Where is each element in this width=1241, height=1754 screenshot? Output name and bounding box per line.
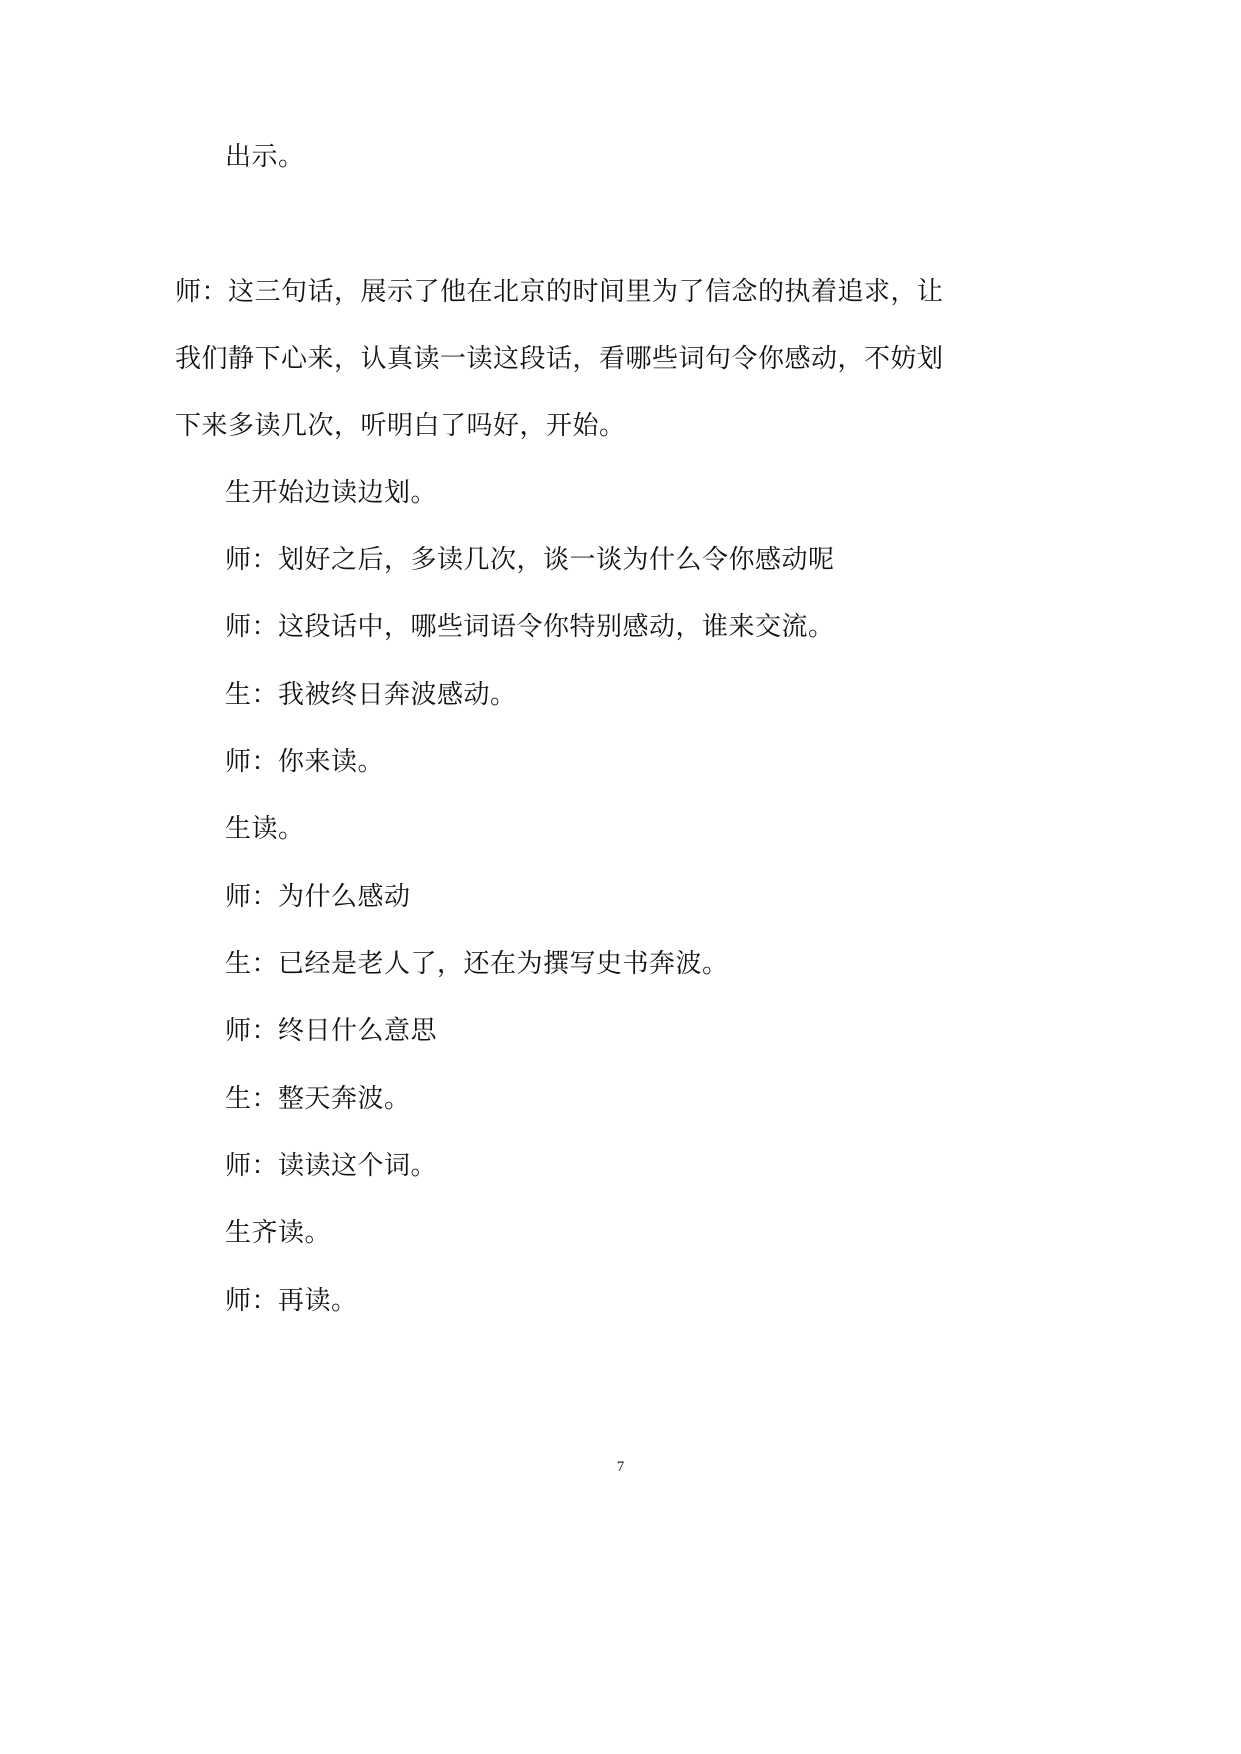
paragraph-student-moved: 生：我被终日奔波感动。 (225, 680, 517, 710)
paragraph-student-all-day: 生：整天奔波。 (225, 1084, 411, 1114)
paragraph-teacher-why: 师：为什么感动 (225, 882, 411, 912)
paragraph-teacher-you-read: 师：你来读。 (225, 747, 385, 777)
paragraph-students-read-together: 生齐读。 (225, 1218, 332, 1248)
paragraph-teacher-meaning: 师：终日什么意思 (225, 1016, 438, 1046)
paragraph-teacher-read-again: 师：再读。 (225, 1286, 358, 1316)
paragraph-line-3: 下来多读几次，听明白了吗好，开始。 (175, 411, 626, 441)
paragraph-student-answer: 生：已经是老人了，还在为撰写史书奔波。 (225, 949, 729, 979)
paragraph-teacher-read-more: 师：划好之后，多读几次，谈一谈为什么令你感动呢 (225, 545, 835, 575)
paragraph-line-2: 我们静下心来，认真读一读这段话，看哪些词句令你感动，不妨划 (175, 344, 944, 374)
paragraph-teacher-which-words: 师：这段话中，哪些词语令你特别感动，谁来交流。 (225, 612, 835, 642)
paragraph-show: 出示。 (225, 142, 305, 172)
paragraph-teacher-read-word: 师：读读这个词。 (225, 1151, 438, 1181)
page-number: 7 (616, 1459, 625, 1475)
paragraph-students-start: 生开始边读边划。 (225, 478, 438, 508)
paragraph-line-1: 师：这三句话，展示了他在北京的时间里为了信念的执着追求，让 (175, 277, 944, 307)
paragraph-student-reads: 生读。 (225, 814, 305, 844)
